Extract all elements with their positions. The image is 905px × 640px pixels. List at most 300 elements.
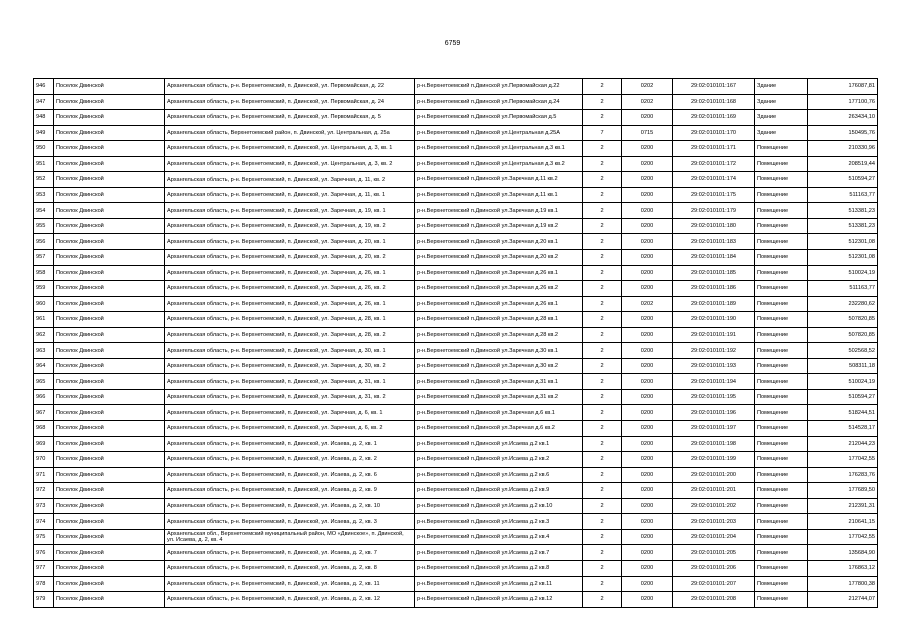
row-number-cell: 949 — [34, 125, 54, 141]
short-address-cell: р-н.Верхнетоемский п.Двинской ул.Исаева д.2 кв.6 — [415, 467, 583, 483]
object-type-cell: Помещение — [755, 327, 808, 343]
floors-cell: 2 — [583, 187, 622, 203]
code-cell: 0200 — [622, 529, 673, 545]
table-row — [34, 467, 878, 483]
object-type-cell: Помещение — [755, 483, 808, 499]
row-number-cell: 971 — [34, 467, 54, 483]
table-row — [34, 94, 878, 110]
table-row — [34, 560, 878, 576]
value-cell: 208519,44 — [808, 156, 878, 172]
short-address-cell: р-н.Верхнетоемский п.Двинской ул.Заречная д.26 кв.2 — [415, 281, 583, 297]
object-type-cell: Помещение — [755, 560, 808, 576]
floors-cell: 2 — [583, 389, 622, 405]
settlement-cell: Поселок Двинской — [54, 576, 165, 592]
code-cell: 0200 — [622, 312, 673, 328]
row-number-cell: 973 — [34, 498, 54, 514]
settlement-cell: Поселок Двинской — [54, 592, 165, 608]
object-type-cell: Здание — [755, 79, 808, 95]
short-address-cell: р-н.Верхнетоемский п.Двинской ул.Заречная д.30 кв.1 — [415, 343, 583, 359]
object-type-cell: Помещение — [755, 358, 808, 374]
address-cell: Архангельская область, р-н. Верхнетоемский, п. Двинской, ул. Заречная, д. 6, кв. 1 — [165, 405, 415, 421]
table-row — [34, 374, 878, 390]
value-cell: 507820,85 — [808, 312, 878, 328]
object-type-cell: Помещение — [755, 405, 808, 421]
table-row — [34, 483, 878, 499]
settlement-cell: Поселок Двинской — [54, 172, 165, 188]
value-cell: 518244,51 — [808, 405, 878, 421]
value-cell: 212391,31 — [808, 498, 878, 514]
address-cell: Архангельская область, р-н. Верхнетоемский, п. Двинской, ул. Исаева, д. 2, кв. 10 — [165, 498, 415, 514]
value-cell: 135684,90 — [808, 545, 878, 561]
code-cell: 0200 — [622, 203, 673, 219]
code-cell: 0200 — [622, 358, 673, 374]
value-cell: 212744,07 — [808, 592, 878, 608]
floors-cell: 2 — [583, 203, 622, 219]
row-number-cell: 951 — [34, 156, 54, 172]
value-cell: 177042,55 — [808, 529, 878, 545]
object-type-cell: Помещение — [755, 389, 808, 405]
address-cell: Архангельская область, Верхнетоемский район, п. Двинской, ул. Центральная, д. 25а — [165, 125, 415, 141]
short-address-cell: р-н.Верхнетоемский п.Двинской ул.Заречная д.28 кв.1 — [415, 312, 583, 328]
floors-cell: 2 — [583, 79, 622, 95]
value-cell: 176283,76 — [808, 467, 878, 483]
settlement-cell: Поселок Двинской — [54, 125, 165, 141]
value-cell: 511163,77 — [808, 281, 878, 297]
floors-cell: 2 — [583, 141, 622, 157]
row-number-cell: 957 — [34, 250, 54, 266]
row-number-cell: 978 — [34, 576, 54, 592]
floors-cell: 2 — [583, 514, 622, 530]
table-row — [34, 498, 878, 514]
table-row — [34, 250, 878, 266]
code-cell: 0200 — [622, 141, 673, 157]
short-address-cell: р-н.Верхнетоемский п.Двинской ул.Заречная д.20 кв.1 — [415, 234, 583, 250]
address-cell: Архангельская область, р-н. Верхнетоемский, п. Двинской, ул. Заречная, д. 28, кв. 1 — [165, 312, 415, 328]
settlement-cell: Поселок Двинской — [54, 358, 165, 374]
table-row — [34, 405, 878, 421]
code-cell: 0200 — [622, 218, 673, 234]
table-row — [34, 436, 878, 452]
short-address-cell: р-н.Верхнетоемский п.Двинской ул.Первомайская д.22 — [415, 79, 583, 95]
value-cell: 513381,23 — [808, 218, 878, 234]
table-row — [34, 79, 878, 95]
code-cell: 0200 — [622, 250, 673, 266]
address-cell: Архангельская область, р-н. Верхнетоемский, п. Двинской, ул. Центральная, д. 3, кв. 2 — [165, 156, 415, 172]
code-cell: 0200 — [622, 327, 673, 343]
settlement-cell: Поселок Двинской — [54, 483, 165, 499]
object-type-cell: Помещение — [755, 218, 808, 234]
table-row — [34, 327, 878, 343]
value-cell: 508311,18 — [808, 358, 878, 374]
table-row — [34, 125, 878, 141]
address-cell: Архангельская область, р-н. Верхнетоемский, п. Двинской, ул. Заречная, д. 31, кв. 1 — [165, 374, 415, 390]
row-number-cell: 972 — [34, 483, 54, 499]
settlement-cell: Поселок Двинской — [54, 343, 165, 359]
table-row — [34, 514, 878, 530]
row-number-cell: 950 — [34, 141, 54, 157]
settlement-cell: Поселок Двинской — [54, 545, 165, 561]
address-cell: Архангельская область, р-н. Верхнетоемский, п. Двинской, ул. Первомайская, д. 22 — [165, 79, 415, 95]
floors-cell: 2 — [583, 374, 622, 390]
address-cell: Архангельская область, р-н. Верхнетоемский, п. Двинской, ул. Первомайская, д. 5 — [165, 110, 415, 126]
cadastral-number-cell: 29:02:010101:193 — [673, 358, 755, 374]
row-number-cell: 975 — [34, 529, 54, 545]
row-number-cell: 968 — [34, 421, 54, 437]
settlement-cell: Поселок Двинской — [54, 436, 165, 452]
cadastral-number-cell: 29:02:010101:196 — [673, 405, 755, 421]
address-cell: Архангельская область, р-н. Верхнетоемский, п. Двинской, ул. Исаева, д. 2, кв. 12 — [165, 592, 415, 608]
settlement-cell: Поселок Двинской — [54, 296, 165, 312]
cadastral-number-cell: 29:02:010101:201 — [673, 483, 755, 499]
short-address-cell: р-н.Верхнетоемский п.Двинской ул.Исаева д.2 кв.3 — [415, 514, 583, 530]
object-type-cell: Помещение — [755, 281, 808, 297]
value-cell: 513381,23 — [808, 203, 878, 219]
address-cell: Архангельская область, р-н. Верхнетоемский, п. Двинской, ул. Заречная, д. 11, кв. 2 — [165, 172, 415, 188]
floors-cell: 2 — [583, 545, 622, 561]
object-type-cell: Помещение — [755, 467, 808, 483]
short-address-cell: р-н.Верхнетоемский п.Двинской ул.Заречная д.31 кв.1 — [415, 374, 583, 390]
cadastral-number-cell: 29:02:010101:170 — [673, 125, 755, 141]
code-cell: 0715 — [622, 125, 673, 141]
object-type-cell: Помещение — [755, 156, 808, 172]
floors-cell: 2 — [583, 452, 622, 468]
object-type-cell: Помещение — [755, 265, 808, 281]
object-type-cell: Помещение — [755, 374, 808, 390]
code-cell: 0200 — [622, 281, 673, 297]
cadastral-number-cell: 29:02:010101:189 — [673, 296, 755, 312]
row-number-cell: 976 — [34, 545, 54, 561]
settlement-cell: Поселок Двинской — [54, 405, 165, 421]
code-cell: 0200 — [622, 421, 673, 437]
object-type-cell: Помещение — [755, 576, 808, 592]
code-cell: 0202 — [622, 94, 673, 110]
object-type-cell: Помещение — [755, 296, 808, 312]
short-address-cell: р-н.Верхнетоемский п.Двинской ул.Заречная д.30 кв.2 — [415, 358, 583, 374]
row-number-cell: 952 — [34, 172, 54, 188]
short-address-cell: р-н.Верхнетоемский п.Двинской ул.Заречная д.19 кв.2 — [415, 218, 583, 234]
short-address-cell: р-н.Верхнетоемский п.Двинской ул.Заречная д.6 кв.1 — [415, 405, 583, 421]
settlement-cell: Поселок Двинской — [54, 421, 165, 437]
value-cell: 511163,77 — [808, 187, 878, 203]
cadastral-number-cell: 29:02:010101:171 — [673, 141, 755, 157]
settlement-cell: Поселок Двинской — [54, 374, 165, 390]
code-cell: 0202 — [622, 296, 673, 312]
table-row — [34, 172, 878, 188]
cadastral-number-cell: 29:02:010101:185 — [673, 265, 755, 281]
value-cell: 176863,12 — [808, 560, 878, 576]
table-row — [34, 265, 878, 281]
row-number-cell: 948 — [34, 110, 54, 126]
short-address-cell: р-н.Верхнетоемский п.Двинской ул.Первомайская д.5 — [415, 110, 583, 126]
settlement-cell: Поселок Двинской — [54, 141, 165, 157]
value-cell: 510024,19 — [808, 265, 878, 281]
short-address-cell: р-н.Верхнетоемский п.Двинской ул.Исаева д.2 кв.12 — [415, 592, 583, 608]
short-address-cell: р-н.Верхнетоемский п.Двинской ул.Исаева д.2 кв.4 — [415, 529, 583, 545]
object-type-cell: Помещение — [755, 343, 808, 359]
address-cell: Архангельская область, р-н. Верхнетоемский, п. Двинской, ул. Исаева, д. 2, кв. 6 — [165, 467, 415, 483]
code-cell: 0200 — [622, 343, 673, 359]
cadastral-number-cell: 29:02:010101:169 — [673, 110, 755, 126]
cadastral-number-cell: 29:02:010101:197 — [673, 421, 755, 437]
address-cell: Архангельская область, р-н. Верхнетоемский, п. Двинской, ул. Заречная, д. 26, кв. 1 — [165, 265, 415, 281]
floors-cell: 2 — [583, 296, 622, 312]
address-cell: Архангельская область, р-н. Верхнетоемский, п. Двинской, ул. Исаева, д. 2, кв. 11 — [165, 576, 415, 592]
floors-cell: 2 — [583, 281, 622, 297]
floors-cell: 2 — [583, 498, 622, 514]
table-row — [34, 110, 878, 126]
floors-cell: 2 — [583, 234, 622, 250]
table-row — [34, 141, 878, 157]
cadastral-number-cell: 29:02:010101:172 — [673, 156, 755, 172]
short-address-cell: р-н.Верхнетоемский п.Двинской ул.Заречная д.26 кв.1 — [415, 296, 583, 312]
code-cell: 0200 — [622, 514, 673, 530]
row-number-cell: 967 — [34, 405, 54, 421]
row-number-cell: 979 — [34, 592, 54, 608]
table-row — [34, 187, 878, 203]
table-row — [34, 529, 878, 545]
floors-cell: 2 — [583, 358, 622, 374]
short-address-cell: р-н.Верхнетоемский п.Двинской ул.Заречная д.20 кв.2 — [415, 250, 583, 266]
short-address-cell: р-н.Верхнетоемский п.Двинской ул.Заречная д.11 кв.1 — [415, 187, 583, 203]
short-address-cell: р-н.Верхнетоемский п.Двинской ул.Центральная д.3 кв.1 — [415, 141, 583, 157]
short-address-cell: р-н.Верхнетоемский п.Двинской ул.Заречная д.11 кв.2 — [415, 172, 583, 188]
object-type-cell: Помещение — [755, 141, 808, 157]
code-cell: 0200 — [622, 234, 673, 250]
short-address-cell: р-н.Верхнетоемский п.Двинской ул.Исаева д.2 кв.8 — [415, 560, 583, 576]
settlement-cell: Поселок Двинской — [54, 498, 165, 514]
value-cell: 177800,38 — [808, 576, 878, 592]
floors-cell: 2 — [583, 405, 622, 421]
value-cell: 510024,19 — [808, 374, 878, 390]
floors-cell: 7 — [583, 125, 622, 141]
cadastral-number-cell: 29:02:010101:205 — [673, 545, 755, 561]
address-cell: Архангельская область, р-н. Верхнетоемский, п. Двинской, ул. Заречная, д. 26, кв. 1 — [165, 296, 415, 312]
code-cell: 0200 — [622, 452, 673, 468]
address-cell: Архангельская область, р-н. Верхнетоемский, п. Двинской, ул. Исаева, д. 2, кв. 8 — [165, 560, 415, 576]
value-cell: 512301,08 — [808, 250, 878, 266]
address-cell: Архангельская область, р-н. Верхнетоемский, п. Двинской, ул. Исаева, д. 2, кв. 2 — [165, 452, 415, 468]
table-row — [34, 234, 878, 250]
short-address-cell: р-н.Верхнетоемский п.Двинской ул.Заречная д.26 кв.1 — [415, 265, 583, 281]
cadastral-number-cell: 29:02:010101:183 — [673, 234, 755, 250]
settlement-cell: Поселок Двинской — [54, 514, 165, 530]
row-number-cell: 947 — [34, 94, 54, 110]
object-type-cell: Помещение — [755, 172, 808, 188]
short-address-cell: р-н.Верхнетоемский п.Двинской ул.Исаева д.2 кв.2 — [415, 452, 583, 468]
short-address-cell: р-н.Верхнетоемский п.Двинской ул.Заречная д.28 кв.2 — [415, 327, 583, 343]
code-cell: 0200 — [622, 187, 673, 203]
cadastral-number-cell: 29:02:010101:167 — [673, 79, 755, 95]
address-cell: Архангельская область, р-н. Верхнетоемский, п. Двинской, ул. Заречная, д. 19, кв. 2 — [165, 218, 415, 234]
value-cell: 514528,17 — [808, 421, 878, 437]
object-type-cell: Помещение — [755, 203, 808, 219]
code-cell: 0200 — [622, 110, 673, 126]
cadastral-number-cell: 29:02:010101:180 — [673, 218, 755, 234]
code-cell: 0200 — [622, 374, 673, 390]
row-number-cell: 974 — [34, 514, 54, 530]
page-number: 6759 — [444, 40, 461, 47]
table-row — [34, 343, 878, 359]
table-row — [34, 592, 878, 608]
cadastral-number-cell: 29:02:010101:190 — [673, 312, 755, 328]
table-row — [34, 576, 878, 592]
floors-cell: 2 — [583, 172, 622, 188]
row-number-cell: 965 — [34, 374, 54, 390]
row-number-cell: 961 — [34, 312, 54, 328]
code-cell: 0200 — [622, 483, 673, 499]
row-number-cell: 954 — [34, 203, 54, 219]
settlement-cell: Поселок Двинской — [54, 203, 165, 219]
cadastral-number-cell: 29:02:010101:195 — [673, 389, 755, 405]
code-cell: 0200 — [622, 498, 673, 514]
value-cell: 177100,76 — [808, 94, 878, 110]
settlement-cell: Поселок Двинской — [54, 156, 165, 172]
settlement-cell: Поселок Двинской — [54, 529, 165, 545]
cadastral-number-cell: 29:02:010101:174 — [673, 172, 755, 188]
table-row — [34, 312, 878, 328]
cadastral-number-cell: 29:02:010101:199 — [673, 452, 755, 468]
cadastral-number-cell: 29:02:010101:202 — [673, 498, 755, 514]
code-cell: 0200 — [622, 436, 673, 452]
value-cell: 150495,76 — [808, 125, 878, 141]
floors-cell: 2 — [583, 250, 622, 266]
value-cell: 502568,52 — [808, 343, 878, 359]
settlement-cell: Поселок Двинской — [54, 389, 165, 405]
object-type-cell: Помещение — [755, 498, 808, 514]
address-cell: Архангельская область, р-н. Верхнетоемский, п. Двинской, ул. Заречная, д. 6, кв. 2 — [165, 421, 415, 437]
object-type-cell: Помещение — [755, 250, 808, 266]
table-row — [34, 203, 878, 219]
floors-cell: 2 — [583, 592, 622, 608]
address-cell: Архангельская обл., Верхнетоемский муниципальный район, МО «Двинское», п. Двинской, ул. Исаева, д. 2, кв. 4 — [165, 529, 415, 545]
floors-cell: 2 — [583, 467, 622, 483]
cadastral-number-cell: 29:02:010101:206 — [673, 560, 755, 576]
settlement-cell: Поселок Двинской — [54, 218, 165, 234]
address-cell: Архангельская область, р-н. Верхнетоемский, п. Двинской, ул. Заречная, д. 26, кв. 2 — [165, 281, 415, 297]
value-cell: 177689,50 — [808, 483, 878, 499]
short-address-cell: р-н.Верхнетоемский п.Двинской ул.Центральная д.3 кв.2 — [415, 156, 583, 172]
object-type-cell: Помещение — [755, 529, 808, 545]
code-cell: 0200 — [622, 467, 673, 483]
floors-cell: 2 — [583, 529, 622, 545]
table-row — [34, 281, 878, 297]
settlement-cell: Поселок Двинской — [54, 467, 165, 483]
settlement-cell: Поселок Двинской — [54, 94, 165, 110]
object-type-cell: Помещение — [755, 452, 808, 468]
short-address-cell: р-н.Верхнетоемский п.Двинской ул.Исаева д.2 кв.11 — [415, 576, 583, 592]
floors-cell: 2 — [583, 560, 622, 576]
value-cell: 232280,62 — [808, 296, 878, 312]
address-cell: Архангельская область, р-н. Верхнетоемский, п. Двинской, ул. Заречная, д. 11, кв. 1 — [165, 187, 415, 203]
object-type-cell: Помещение — [755, 312, 808, 328]
floors-cell: 2 — [583, 94, 622, 110]
value-cell: 512301,08 — [808, 234, 878, 250]
settlement-cell: Поселок Двинской — [54, 250, 165, 266]
floors-cell: 2 — [583, 110, 622, 126]
table-row — [34, 452, 878, 468]
object-type-cell: Здание — [755, 94, 808, 110]
address-cell: Архангельская область, р-н. Верхнетоемский, п. Двинской, ул. Заречная, д. 19, кв. 1 — [165, 203, 415, 219]
short-address-cell: р-н.Верхнетоемский п.Двинской ул.Заречная д.19 кв.1 — [415, 203, 583, 219]
floors-cell: 2 — [583, 218, 622, 234]
row-number-cell: 959 — [34, 281, 54, 297]
row-number-cell: 960 — [34, 296, 54, 312]
table-row — [34, 545, 878, 561]
floors-cell: 2 — [583, 436, 622, 452]
code-cell: 0200 — [622, 560, 673, 576]
row-number-cell: 977 — [34, 560, 54, 576]
short-address-cell: р-н.Верхнетоемский п.Двинской ул.Исаева д.2 кв.9 — [415, 483, 583, 499]
floors-cell: 2 — [583, 343, 622, 359]
cadastral-number-cell: 29:02:010101:194 — [673, 374, 755, 390]
address-cell: Архангельская область, р-н. Верхнетоемский, п. Двинской, ул. Заречная, д. 30, кв. 2 — [165, 358, 415, 374]
cadastral-number-cell: 29:02:010101:168 — [673, 94, 755, 110]
value-cell: 263434,10 — [808, 110, 878, 126]
object-type-cell: Помещение — [755, 545, 808, 561]
settlement-cell: Поселок Двинской — [54, 79, 165, 95]
object-type-cell: Помещение — [755, 187, 808, 203]
code-cell: 0200 — [622, 405, 673, 421]
code-cell: 0200 — [622, 545, 673, 561]
settlement-cell: Поселок Двинской — [54, 187, 165, 203]
table-row — [34, 389, 878, 405]
short-address-cell: р-н.Верхнетоемский п.Двинской ул.Заречная д.6 кв.2 — [415, 421, 583, 437]
short-address-cell: р-н.Верхнетоемский п.Двинской ул.Первомайская д.24 — [415, 94, 583, 110]
address-cell: Архангельская область, р-н. Верхнетоемский, п. Двинской, ул. Заречная, д. 20, кв. 1 — [165, 234, 415, 250]
code-cell: 0200 — [622, 265, 673, 281]
floors-cell: 2 — [583, 576, 622, 592]
cadastral-number-cell: 29:02:010101:186 — [673, 281, 755, 297]
settlement-cell: Поселок Двинской — [54, 327, 165, 343]
code-cell: 0200 — [622, 389, 673, 405]
object-type-cell: Здание — [755, 110, 808, 126]
settlement-cell: Поселок Двинской — [54, 110, 165, 126]
cadastral-number-cell: 29:02:010101:198 — [673, 436, 755, 452]
settlement-cell: Поселок Двинской — [54, 560, 165, 576]
floors-cell: 2 — [583, 156, 622, 172]
address-cell: Архангельская область, р-н. Верхнетоемский, п. Двинской, ул. Заречная, д. 31, кв. 2 — [165, 389, 415, 405]
short-address-cell: р-н.Верхнетоемский п.Двинской ул.Заречная д.31 кв.2 — [415, 389, 583, 405]
value-cell: 210641,15 — [808, 514, 878, 530]
cadastral-number-cell: 29:02:010101:175 — [673, 187, 755, 203]
value-cell: 176087,81 — [808, 79, 878, 95]
settlement-cell: Поселок Двинской — [54, 312, 165, 328]
address-cell: Архангельская область, р-н. Верхнетоемский, п. Двинской, ул. Заречная, д. 20, кв. 2 — [165, 250, 415, 266]
cadastral-number-cell: 29:02:010101:203 — [673, 514, 755, 530]
row-number-cell: 964 — [34, 358, 54, 374]
row-number-cell: 970 — [34, 452, 54, 468]
short-address-cell: р-н.Верхнетоемский п.Двинской ул.Центральная д.25А — [415, 125, 583, 141]
row-number-cell: 969 — [34, 436, 54, 452]
table-row — [34, 358, 878, 374]
floors-cell: 2 — [583, 327, 622, 343]
row-number-cell: 955 — [34, 218, 54, 234]
cadastral-number-cell: 29:02:010101:204 — [673, 529, 755, 545]
short-address-cell: р-н.Верхнетоемский п.Двинской ул.Исаева д.2 кв.1 — [415, 436, 583, 452]
cadastral-number-cell: 29:02:010101:191 — [673, 327, 755, 343]
table-row — [34, 421, 878, 437]
table-body — [34, 79, 878, 608]
code-cell: 0200 — [622, 172, 673, 188]
cadastral-number-cell: 29:02:010101:192 — [673, 343, 755, 359]
value-cell: 510594,27 — [808, 389, 878, 405]
code-cell: 0200 — [622, 156, 673, 172]
value-cell: 212044,23 — [808, 436, 878, 452]
address-cell: Архангельская область, р-н. Верхнетоемский, п. Двинской, ул. Заречная, д. 30, кв. 1 — [165, 343, 415, 359]
object-type-cell: Здание — [755, 125, 808, 141]
address-cell: Архангельская область, р-н. Верхнетоемский, п. Двинской, ул. Исаева, д. 2, кв. 9 — [165, 483, 415, 499]
cadastral-number-cell: 29:02:010101:179 — [673, 203, 755, 219]
